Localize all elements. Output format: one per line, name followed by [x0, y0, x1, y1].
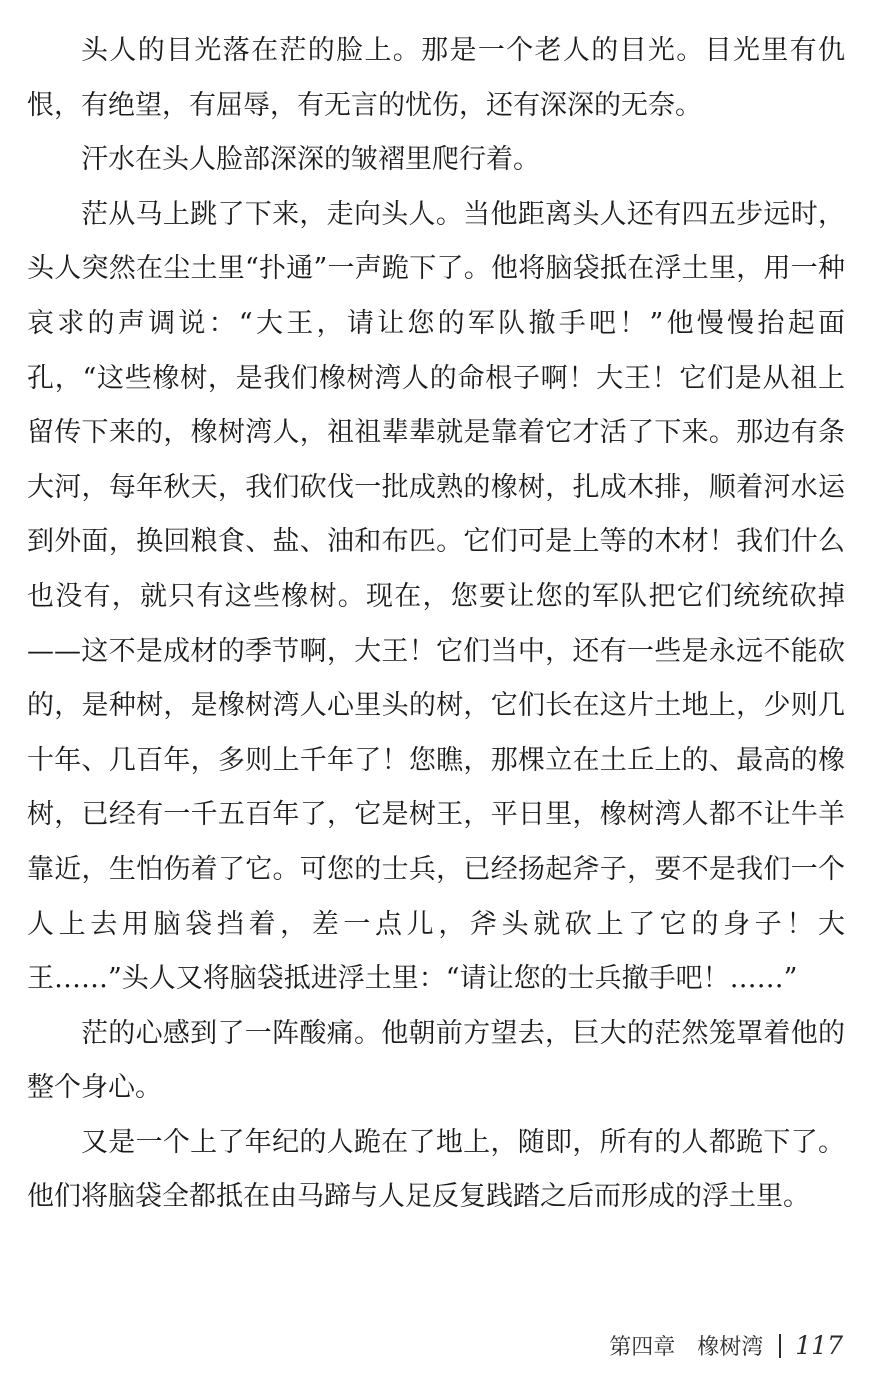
paragraph: 汗水在头人脸部深深的皱褶里爬行着。 — [81, 144, 540, 176]
page-number: 117 — [795, 1331, 843, 1360]
paragraph: 茫的心感到了一阵酸痛。他朝前方望去，巨大的茫然笼罩着他的整个身心。 — [27, 1017, 845, 1104]
footer-divider — [779, 1334, 781, 1358]
page-body — [27, 24, 845, 1225]
paragraph: 头人的目光落在茫的脸上。那是一个老人的目光。目光里有仇恨，有绝望，有屈辱，有无言的忧伤，还有深深的无奈。 — [27, 35, 845, 121]
paragraph: 又是一个上了年纪的人跪在了地上，随即，所有的人都跪下了。他们将脑袋全都抵在由马蹄与人足反复践踏之后而形成的浮土里。 — [27, 1126, 845, 1213]
paragraph: 茫从马上跳了下来，走向头人。当他距离头人还有四五步远时，头人突然在尘土里“扑通”一声跪下了。他将脑袋抵在浮土里，用一种哀求的声调说：“大王，请让您的军队撤手吧！”他慢慢抬起面孔，“这些橡树，是我们橡树湾人的命根子啊！大王！它们是从祖上留传下来的，橡树湾人，祖祖辈辈就是靠着它才活了下来。那边有条大河，每年秋天，我们砍伐一批成熟的橡树，扎成木排，顺着河水运到外面，换回粮食、盐、油和布匹。它们可是上等的木材！我们什么也没有，就只有这些橡树。现在，您要让您的军队把它们统统砍掉——这不是成材的季节啊，大王！它们当中，还有一些是永远不能砍的，是种树，是橡树湾人心里头的树，它们长在这片土地上，少则几十年、几百年，多则上千年了！您瞧，那棵立在土丘上的、最高的橡树，已经有一千五百年了，它是树王，平日里，橡树湾人都不让牛羊靠近，生怕伤着了它。可您的士兵，已经扬起斧子，要不是我们一个人上去用脑袋挡着，差一点儿，斧头就砍上了它的身子！大王……”头人又将脑袋抵进浮土里：“请让您的士兵撤手吧！……” — [27, 198, 845, 995]
chapter-title: 第四章 橡树湾 — [609, 1335, 764, 1360]
page-footer — [0, 1330, 843, 1361]
